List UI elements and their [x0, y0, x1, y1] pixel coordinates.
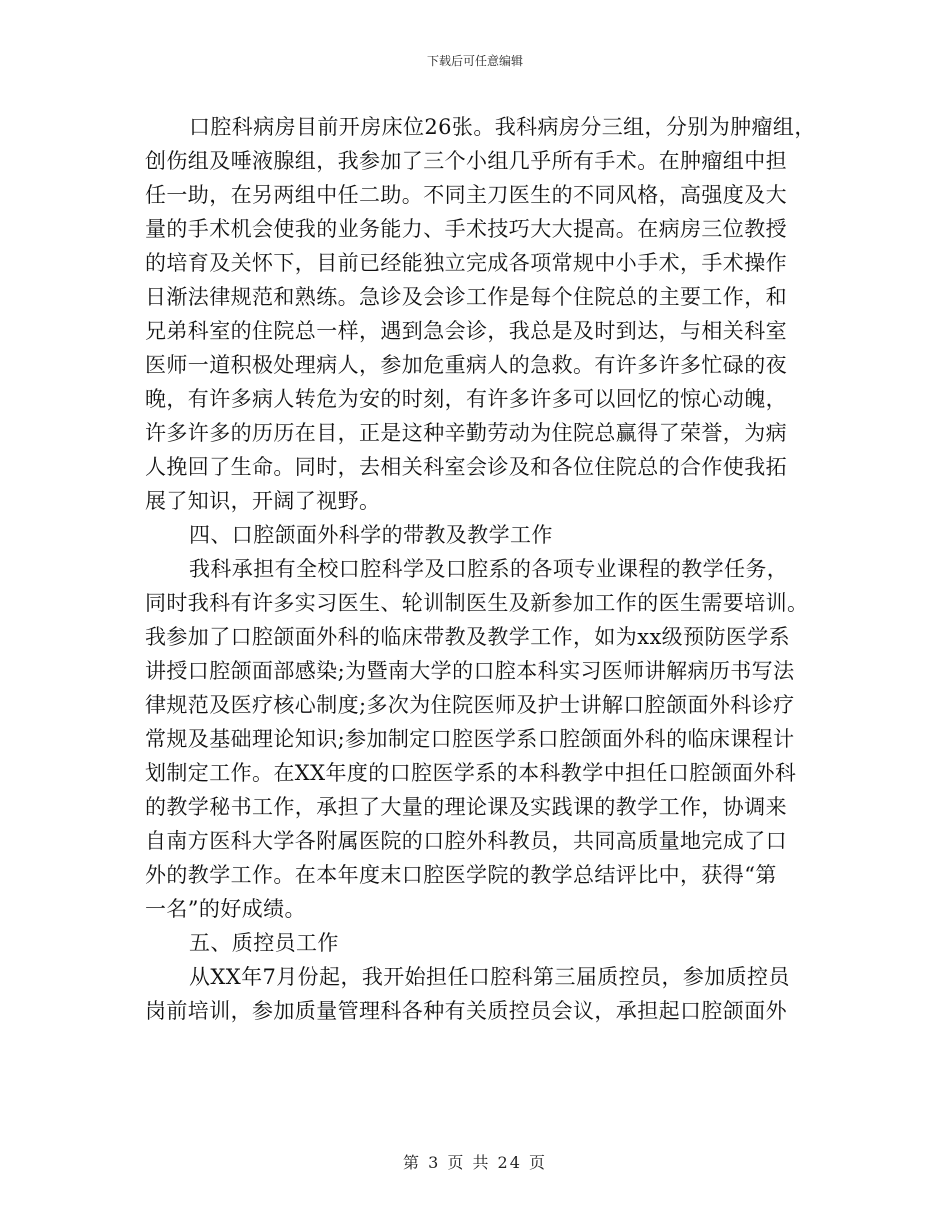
paragraph-line: 晚，有许多病人转危为安的时刻，有许多许多可以回忆的惊心动魄， — [145, 387, 787, 411]
paragraph-line: 许多许多的历历在目，正是这种辛勤劳动为住院总赢得了荣誉，为病 — [145, 421, 787, 445]
paragraph-line: 兄弟科室的住院总一样，遇到急会诊，我总是及时到达，与相关科室 — [145, 319, 787, 343]
paragraph-line: 一名”的好成绩。 — [145, 897, 306, 921]
paragraph-line: 量的手术机会使我的业务能力、手术技巧大大提高。在病房三位教授 — [145, 217, 787, 241]
paragraph-line: 律规范及医疗核心制度;多次为住院医师及护士讲解口腔颌面外科诊疗 — [145, 693, 795, 717]
paragraph-line: 我参加了口腔颌面外科的临床带教及教学工作，如为xx级预防医学系 — [145, 625, 791, 649]
page-header: 下载后可任意编辑 — [426, 54, 523, 68]
paragraph-line: 划制定工作。在XX年度的口腔医学系的本科教学中担任口腔颌面外科 — [145, 761, 797, 785]
paragraph-line: 口腔科病房目前开房床位26张。我科病房分三组，分别为肿瘤组， — [189, 115, 816, 139]
paragraph-line: 自南方医科大学各附属医院的口腔外科教员，共同高质量地完成了口 — [145, 829, 787, 853]
paragraph-line: 外的教学工作。在本年度末口腔医学院的教学总结评比中，获得“第 — [145, 863, 777, 887]
paragraph-line: 同时我科有许多实习医生、轮训制医生及新参加工作的医生需要培训。 — [145, 591, 809, 615]
section-heading: 五、质控员工作 — [189, 931, 339, 955]
paragraph-line: 常规及基础理论知识;参加制定口腔医学系口腔颌面外科的临床课程计 — [145, 727, 795, 751]
paragraph-line: 日渐法律规范和熟练。急诊及会诊工作是每个住院总的主要工作，和 — [145, 285, 787, 309]
paragraph-line: 任一助，在另两组中任二助。不同主刀医生的不同风格，高强度及大 — [145, 183, 787, 207]
paragraph-line: 创伤组及唾液腺组，我参加了三个小组几乎所有手术。在肿瘤组中担 — [145, 149, 787, 173]
paragraph-line: 讲授口腔颌面部感染;为暨南大学的口腔本科实习医师讲解病历书写法 — [145, 659, 795, 683]
paragraph-line: 医师一道积极处理病人，参加危重病人的急救。有许多许多忙碌的夜 — [145, 353, 787, 377]
paragraph-line: 我科承担有全校口腔科学及口腔系的各项专业课程的教学任务， — [189, 557, 789, 581]
paragraph-line: 从XX年7月份起，我开始担任口腔科第三届质控员，参加质控员 — [189, 965, 790, 989]
section-heading: 四、口腔颌面外科学的带教及教学工作 — [189, 523, 553, 547]
paragraph-line: 展了知识，开阔了视野。 — [145, 489, 381, 513]
document-body — [145, 110, 815, 1028]
paragraph-line: 的培育及关怀下，目前已经能独立完成各项常规中小手术，手术操作 — [145, 251, 787, 275]
paragraph-line: 岗前培训，参加质量管理科各种有关质控员会议，承担起口腔颌面外 — [145, 999, 787, 1023]
page-footer: 第 3 页 共 24 页 — [403, 1153, 547, 1172]
paragraph-line: 人挽回了生命。同时，去相关科室会诊及和各位住院总的合作使我拓 — [145, 455, 787, 479]
paragraph-line: 的教学秘书工作，承担了大量的理论课及实践课的教学工作，协调来 — [145, 795, 787, 819]
